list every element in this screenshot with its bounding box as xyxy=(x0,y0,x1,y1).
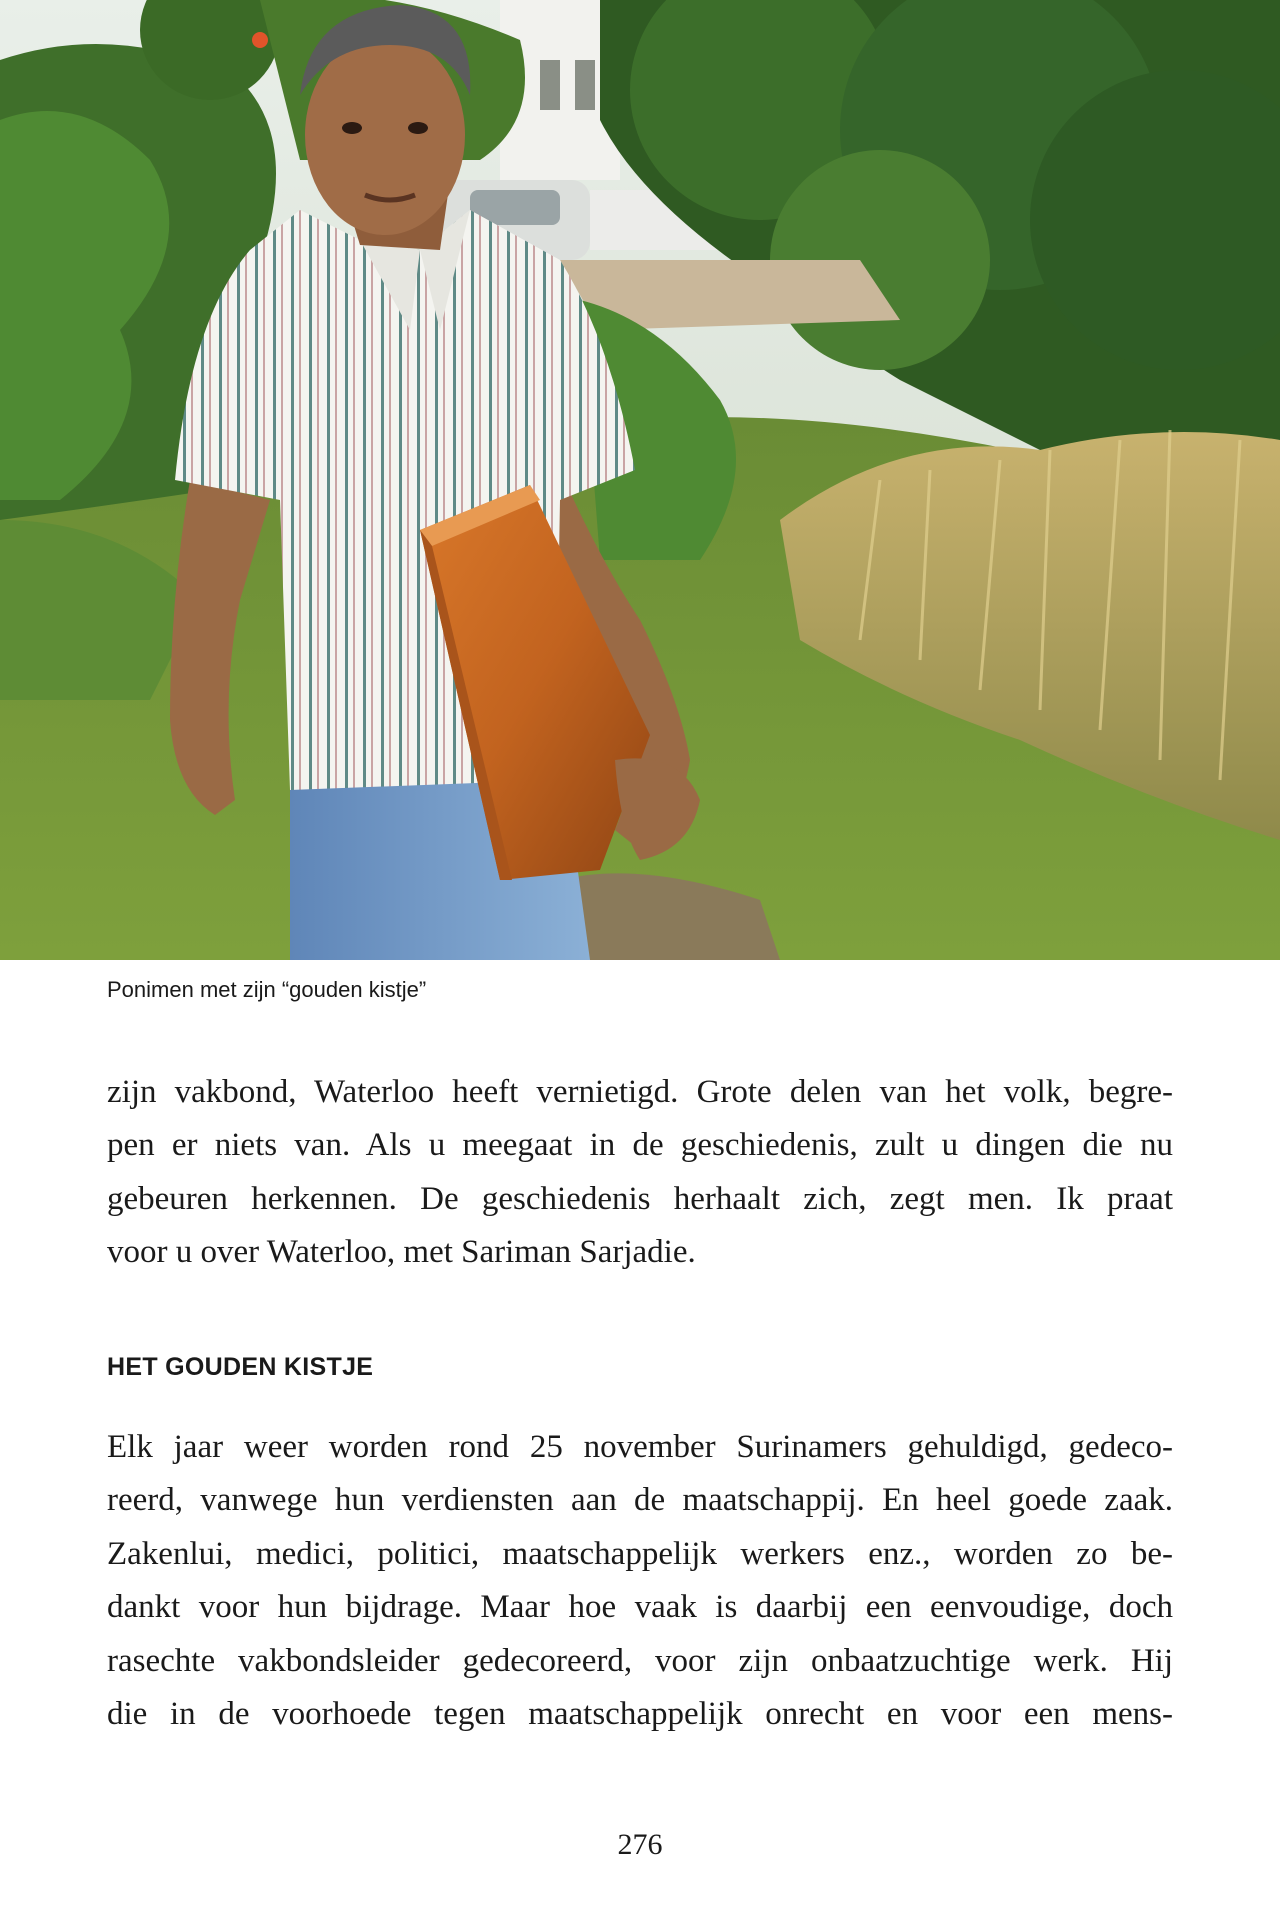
text-line: die in de voorhoede tegen maatschappelijk onrecht en voor een mens- xyxy=(107,1696,1173,1733)
intro-paragraph xyxy=(107,1066,1173,1280)
text-line: reerd, vanwege hun verdiensten aan de maatschappij. En heel goede zaak. xyxy=(107,1482,1173,1519)
photo-caption: Ponimen met zijn “gouden kistje” xyxy=(107,977,427,1002)
text-line: zijn vakbond, Waterloo heeft vernietigd. Grote delen van het volk, begre- xyxy=(107,1074,1173,1110)
text-line: gebeuren herkennen. De geschiedenis herhaalt zich, zegt men. Ik praat xyxy=(107,1180,1173,1217)
text-line: pen er niets van. Als u meegaat in de geschiedenis, zult u dingen die nu xyxy=(107,1127,1173,1164)
page-number: 276 xyxy=(617,1828,663,1861)
text-line: Elk jaar weer worden rond 25 november Surinamers gehuldigd, gedeco- xyxy=(107,1429,1173,1465)
section-paragraph xyxy=(107,1421,1173,1741)
text-line: Zakenlui, medici, politici, maatschappelijk werkers enz., worden zo be- xyxy=(107,1535,1173,1572)
text-line: dankt voor hun bijdrage. Maar hoe vaak is daarbij een eenvoudige, doch xyxy=(107,1589,1173,1626)
text-line: rasechte vakbondsleider gedecoreerd, voor zijn onbaatzuchtige werk. Hij xyxy=(107,1642,1173,1679)
text-line: voor u over Waterloo, met Sariman Sarjadie. xyxy=(107,1234,696,1271)
section-heading: HET GOUDEN KISTJE xyxy=(107,1353,374,1381)
